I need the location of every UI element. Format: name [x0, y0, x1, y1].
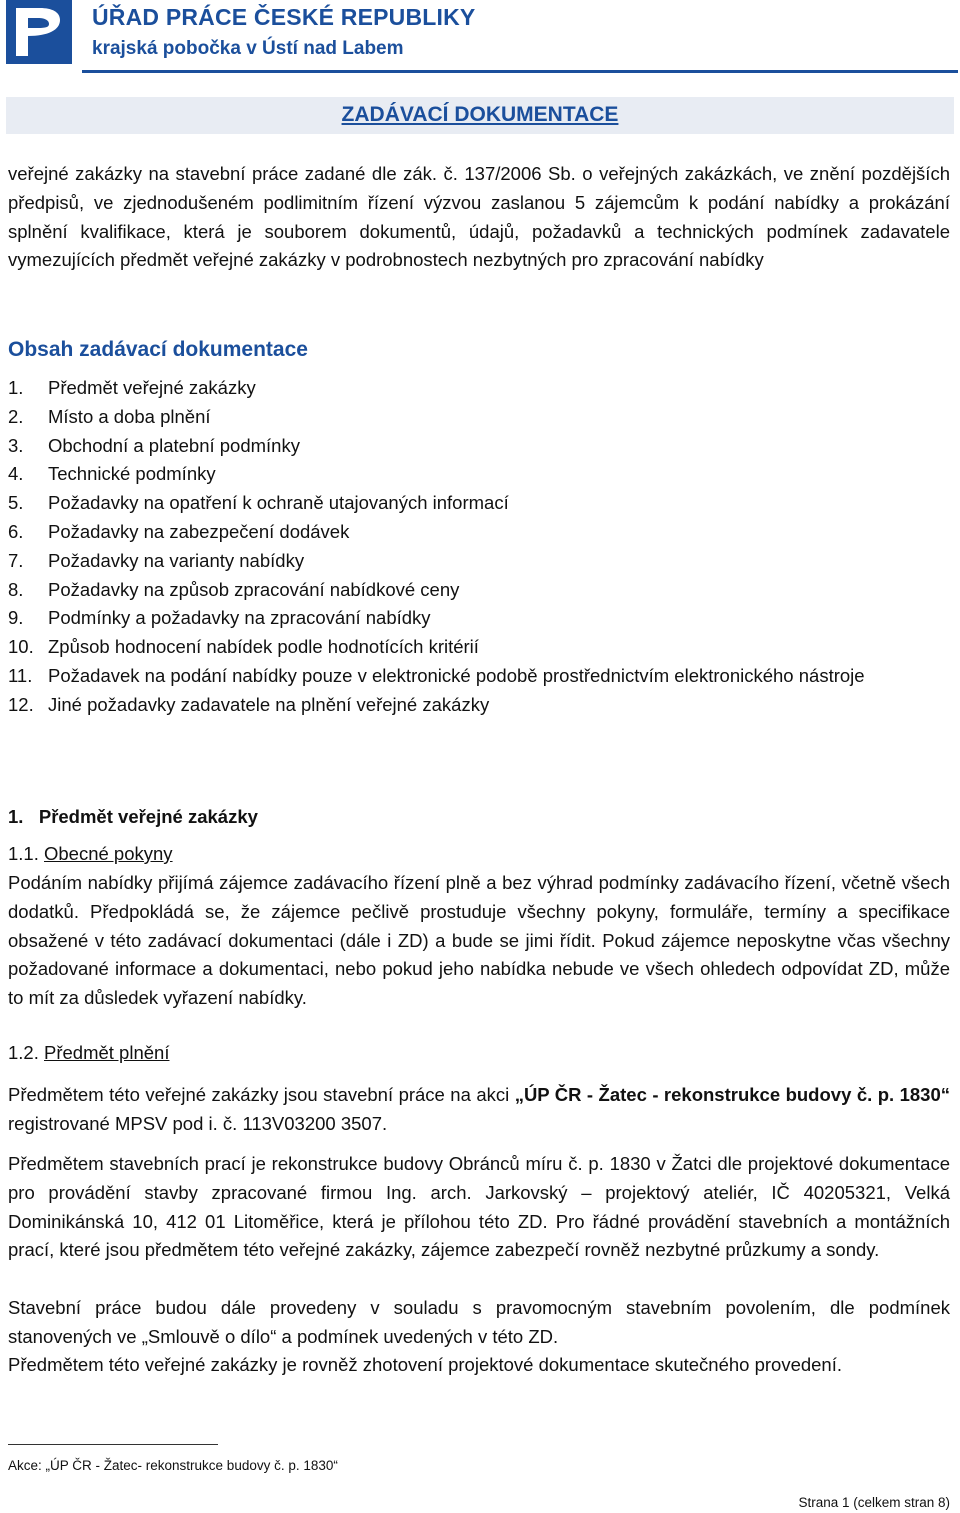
subsection-1-1-title: Obecné pokyny — [44, 843, 173, 864]
subsection-1-2-number: 1.2. — [8, 1042, 39, 1063]
section-1-heading — [8, 806, 258, 828]
toc-heading: Obsah zadávací dokumentace — [8, 338, 308, 361]
org-branch: krajská pobočka v Ústí nad Labem — [92, 38, 404, 59]
org-name: ÚŘAD PRÁCE ČESKÉ REPUBLIKY — [92, 4, 476, 30]
toc-item — [8, 662, 950, 691]
subject-paragraph-1 — [8, 1081, 950, 1139]
toc-item-number: 8. — [8, 578, 24, 600]
toc-item — [8, 460, 950, 489]
toc-list — [8, 374, 950, 720]
toc-item-text: Předmět veřejné zakázky — [48, 377, 256, 398]
toc-item-number: 6. — [8, 520, 24, 542]
subject-paragraph-4: Předmětem této veřejné zakázky je rovněž zhotovení projektové dokumentace skutečného provedení. — [8, 1354, 842, 1375]
title-band — [6, 97, 954, 134]
toc-item-number: 2. — [8, 405, 24, 427]
toc-item — [8, 374, 950, 403]
footer-akce: Akce: „ÚP ČR - Žatec- rekonstrukce budovy č. p. 1830“ — [8, 1458, 338, 1473]
toc-item-number: 3. — [8, 434, 24, 456]
toc-item-text: Způsob hodnocení nabídek podle hodnotících kritérií — [48, 636, 479, 658]
toc-item — [8, 432, 950, 461]
toc-item — [8, 489, 950, 518]
toc-item — [8, 604, 950, 633]
toc-item-text: Požadavky na zabezpečení dodávek — [48, 520, 350, 542]
toc-item-text: Požadavky na opatření k ochraně utajovaných informací — [48, 492, 509, 514]
subsection-1-1-heading — [8, 843, 173, 865]
page-header — [0, 0, 960, 76]
toc-item-text: Požadavky na varianty nabídky — [48, 549, 305, 571]
toc-item — [8, 403, 950, 432]
subject-paragraph-3: Stavební práce budou dále provedeny v souladu s pravomocným stavebním povolením, dle podmínek stanovených ve „Smlouvě o dílo“ a podmínek uvedených v této ZD. — [8, 1297, 950, 1347]
toc-item — [8, 518, 950, 547]
subject-p1-before: Předmětem této veřejné zakázky jsou stavební práce na akci — [8, 1084, 510, 1105]
toc-item-text: Obchodní a platební podmínky — [48, 434, 300, 456]
toc-item-number: 11. — [8, 664, 33, 686]
section-1-number: 1. — [8, 806, 24, 827]
subject-paragraph-2: Předmětem stavebních prací je rekonstrukce budovy Obránců míru č. p. 1830 v Žatci dle projektové dokumentace pro provádění stavby zpracované firmou Ing. arch. Jarkovský – projektový ateliér, IČ 40205321, Velká Dominikánská 10, 412 01 Litoměřice, která je přílohou této ZD. Pro řádné provádění stavebních a montážních prací, které jsou předmětem této veřejné zakázky, zájemce zabezpečí rovněž nezbytné průzkumy a sondy. — [8, 1153, 950, 1261]
document-title: ZADÁVACÍ DOKUMENTACE — [341, 103, 619, 126]
toc-item-text: Podmínky a požadavky na zpracování nabídky — [48, 607, 431, 629]
toc-item-number: 7. — [8, 549, 24, 571]
toc-item-text: Požadavky na způsob zpracování nabídkové ceny — [48, 578, 460, 600]
toc-item-number: 4. — [8, 463, 24, 485]
toc-item — [8, 547, 950, 576]
toc-item-number: 10. — [8, 636, 34, 658]
footer-divider — [8, 1444, 218, 1445]
intro-paragraph: veřejné zakázky na stavební práce zadané dle zák. č. 137/2006 Sb. o veřejných zakázkách, ve znění pozdějších předpisů, ve zjednodušeném podlimitním řízení výzvou zaslanou 5 zájemcům k podání nabídky a prokázání splnění kvalifikace, která je souborem dokumentů, údajů, požadavků a technických podmínek zadavatele vymezujících předmět veřejné zakázky v podrobnostech nezbytných pro zpracování nabídky — [8, 163, 950, 271]
toc-item-text: Místo a doba plnění — [48, 405, 211, 427]
toc-item-number: 12. — [8, 693, 34, 715]
header-divider — [82, 70, 958, 73]
toc-item — [8, 691, 950, 720]
subsection-1-1-number: 1.1. — [8, 843, 39, 864]
subsection-1-2-title: Předmět plnění — [44, 1042, 170, 1063]
subject-p1-after: registrované MPSV pod i. č. 113V03200 3507. — [8, 1112, 388, 1134]
subject-p1-project-name: „ÚP ČR - Žatec - rekonstrukce budovy č. p. 1830“ — [514, 1084, 950, 1105]
toc-item — [8, 633, 950, 662]
toc-item-text: Jiné požadavky zadavatele na plnění veřejné zakázky — [48, 693, 490, 715]
toc-item-number: 5. — [8, 492, 24, 514]
toc-item — [8, 576, 950, 605]
toc-item-number: 1. — [8, 377, 24, 398]
general-instructions-paragraph: Podáním nabídky přijímá zájemce zadávacího řízení plně a bez výhrad podmínky zadávacího řízení, včetně všech dodatků. Předpokládá se, že zájemce pečlivě prostuduje všechny pokyny, formuláře, termíny a specifikace obsažené v této zadávací dokumentaci (dále i ZD) a bude se jimi řídit. Pokud zájemce neposkytne včas všechny požadované informace a dokumentaci, nebo pokud jeho nabídka nebude ve všech ohledech odpovídat ZD, může to mít za důsledek vyřazení nabídky. — [8, 872, 950, 1009]
footer-page-number: Strana 1 (celkem stran 8) — [798, 1495, 950, 1510]
toc-item-number: 9. — [8, 607, 24, 629]
toc-item-text: Požadavek na podání nabídky pouze v elektronické podobě prostřednictvím elektronického nástroje — [48, 664, 865, 686]
toc-item-text: Technické podmínky — [48, 463, 216, 485]
up-cr-logo-icon — [6, 0, 72, 64]
subsection-1-2-heading — [8, 1042, 169, 1064]
section-1-title: Předmět veřejné zakázky — [38, 806, 258, 827]
